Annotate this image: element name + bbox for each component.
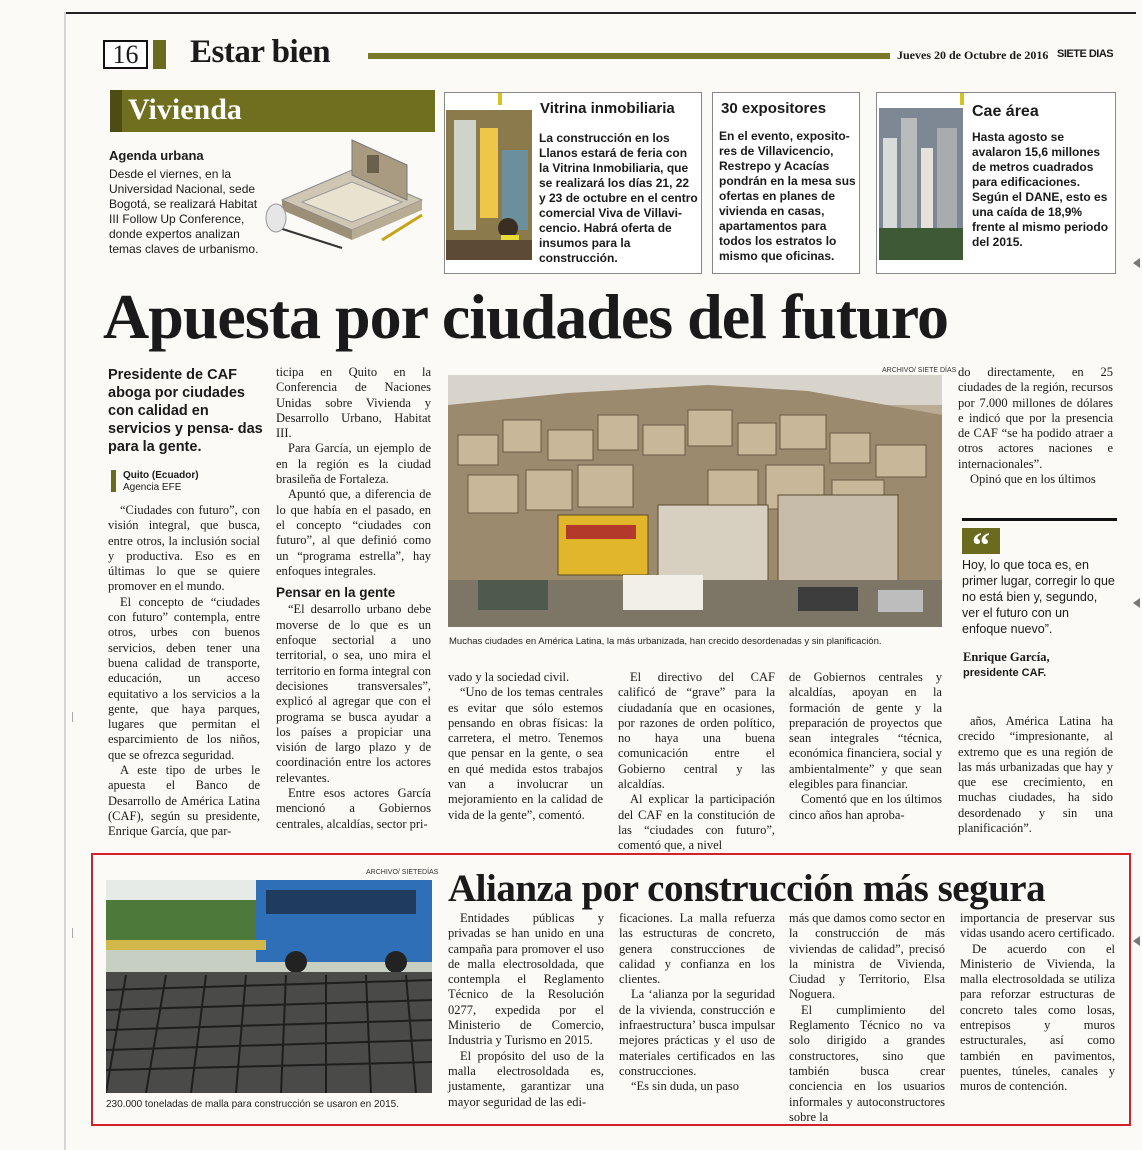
paragraph: Entre esos actores García mencionó a Gobiernos centrales, alcaldías, sector pri- — [276, 786, 431, 831]
article-column-5 — [789, 670, 942, 823]
paragraph: Entidades públicas y privadas se han unido en una campaña para promover el uso de malla electrosoldada, que contempla el Reglamento Técnico de la Resolución 0277, expedida por el Ministerio de Comercio, Industria y Turismo en 2015. — [448, 911, 604, 1048]
photo-caption: Muchas ciudades en América Latina, la más urbanizada, han crecido desordenadas y sin planificación. — [449, 636, 882, 647]
paragraph: más que damos como sector en la construcción de más viviendas de calidad”, precisó la ministra de Vivienda, Ciudad y Territorio, Elsa Noguera. — [789, 911, 945, 1002]
expositores-text: En el evento, exposito- res de Villavicencio, Restrepo y Acacías pondrán en la mesa sus ofertas en planes de vivienda en casas, apartamentos para todos los estratos lo mismo que oficinas. — [719, 129, 856, 263]
paragraph: ficaciones. La malla refuerza las estructuras de concreto, genera construcciones de calidad y confianza en los clientes. — [619, 911, 775, 987]
paragraph: “El desarrollo urbano debe moverse de lo que es un enfoque sectorial a uno territorial, o sea, uno mira el territorio en forma integral con decisiones transversales”, explicó al agregar que con el programa se busca ayudar a los países a propiciar una visión de largo plazo y de coordinación entre los actores relevantes. — [276, 602, 431, 785]
bus-and-mesh-photo — [106, 880, 432, 1093]
alianza-headline: Alianza por construcción más segura — [448, 867, 1046, 910]
paragraph: “Es sin duda, un paso — [631, 1079, 739, 1094]
margin-arrow-mark — [1133, 258, 1140, 268]
paragraph: años, América Latina ha crecido “impresionante, al extremo que es una región de las más urbanizadas que hay y que ese crecimiento, en muchas ciudades, ha sido desordenado y sin una planificación”. — [958, 714, 1113, 836]
article-column-6-bottom — [958, 714, 1113, 836]
expositores-box — [712, 92, 860, 274]
paragraph: “Uno de los temas centrales es evitar que sólo estemos pensando en obras físicas: la carretera, el metro. Tenemos que pensar en la gente, o sea en qué medida estos trabajos van a involucrar un mejoramiento en la calidad de vida de la gente”, comentó. — [448, 685, 603, 822]
paragraph: El concepto de “ciudades con futuro” contempla, entre otros, urbes con buenos servicios, deben tener una buena calidad de transporte, educación, un acceso equitativo a los servicios a la gente, que haya parques, lugares que permitan el esparcimiento de los niños, que se ofrezca seguridad. — [108, 594, 260, 762]
alianza-column-2 — [619, 911, 775, 1095]
city-skyline-photo — [879, 108, 963, 260]
margin-arrow-mark — [1133, 598, 1140, 608]
paragraph: vado y la sociedad civil. — [448, 670, 570, 684]
article-column-2 — [276, 365, 431, 832]
vivienda-banner-edge — [110, 90, 122, 132]
issue-date: Jueves 20 de Octubre de 2016 — [897, 48, 1049, 62]
vivienda-title: Vivienda — [128, 93, 242, 126]
alianza-photo-credit: ARCHIVO/ SIETEDÍAS — [366, 869, 439, 876]
paragraph: “Ciudades con futuro”, con visión integral, que busca, entre otros, la inclusión social y productiva. Eso es en últimas lo que se quiere promover en el mundo. — [108, 503, 260, 594]
paragraph: Opinó que en los últimos — [970, 472, 1096, 487]
hillside-neighborhood-photo — [448, 375, 942, 627]
margin-tick — [72, 928, 73, 938]
pull-quote-name: Enrique García, — [963, 650, 1050, 664]
article-deck: Presidente de CAF aboga por ciudades con calidad en servicios y pensa- das para la gente. — [108, 367, 263, 455]
alianza-column-1 — [448, 911, 604, 1110]
paragraph: El cumplimiento del Reglamento Técnico no va solo dirigido a grandes constructores, sino que también busca crear conciencia en los usuarios informales y autoconstructores sobre la — [789, 1002, 945, 1124]
article-column-4 — [618, 670, 775, 854]
main-headline: Apuesta por ciudades del futuro — [103, 281, 948, 352]
expositores-title: 30 expositores — [721, 100, 827, 117]
vitrina-accent — [498, 93, 502, 105]
paragraph: Para García, un ejemplo de en la región es la ciudad brasileña de Fortaleza. — [276, 441, 431, 487]
quote-mark-icon: “ — [962, 528, 1000, 554]
alianza-column-3 — [789, 911, 945, 1125]
mall-photo — [446, 110, 532, 260]
cae-area-text: Hasta agosto se avalaron 15,6 millones de metros cuadrados para edificaciones. Según el DANE, esto es una caída de 18,9% frente al mismo periodo del 2015. — [972, 130, 1109, 249]
article-column-6-top — [958, 365, 1113, 487]
article-subhead: Pensar en la gente — [276, 585, 396, 601]
section-title: Estar bien — [190, 34, 331, 70]
paragraph: El directivo del CAF calificó de “grave” para la ciudadanía que en ocasiones, por razones de orden político, no haya una buena comunicación entre el Gobierno central y las alcaldías. — [618, 670, 775, 792]
vivienda-subtitle: Agenda urbana — [109, 148, 204, 163]
pull-quote-role: presidente CAF. — [963, 667, 1047, 679]
paragraph: De acuerdo con el Ministerio de Vivienda, la malla electrosoldada se utiliza para reforzar estructuras de concreto tales como losas, entrepisos y muros estructurales, así como también en pavimentos, puentes, túneles, canales y muros de contención. — [960, 941, 1115, 1094]
header-bar — [368, 53, 890, 59]
vitrina-text-panel — [530, 95, 700, 271]
paragraph: Al explicar la participación del CAF en la constitución de las “ciudades con futuro”, comentó que, a nivel — [618, 792, 775, 853]
paragraph: El propósito del uso de la malla electrosoldada es, justamente, garantizar una mayor seguridad de las edi- — [448, 1048, 604, 1109]
top-border — [64, 12, 1136, 14]
margin-arrow-mark — [1133, 936, 1140, 946]
page-number: 16 — [103, 40, 148, 69]
pull-quote-text: Hoy, lo que toca es, en primer lugar, corregir lo que no está bien y, segundo, ver el futuro con un enfoque nuevo”. — [962, 558, 1115, 636]
paragraph: importancia de preservar sus vidas usando acero certificado. — [960, 911, 1115, 941]
vitrina-text: La construcción en los Llanos estará de feria con la Vitrina Inmobiliaria, que se realizará los días 21, 22 y 23 de octubre en el centro comercial Viva de Villavi- cencio. Habrá oferta de insumos para la construcción. — [539, 131, 698, 265]
cae-area-title: Cae área — [972, 103, 1039, 120]
vitrina-title: Vitrina inmobiliaria — [540, 100, 675, 117]
quote-rule — [962, 518, 1117, 521]
paragraph: do directamente, en 25 ciudades de la región, recursos por 7.000 millones de dólares e indicó que por la presencia de CAF “se ha podido atraer a otros actores naciones e internacionales”. — [958, 365, 1113, 471]
byline-place: Quito (Ecuador) — [123, 470, 199, 481]
photo-credit: ARCHIVO/ SIETE DÍAS — [882, 367, 957, 374]
paragraph: A este tipo de urbes le apuesta el Banco de Desarrollo de América Latina (CAF), según su presidente, Enrique García, que par- — [108, 763, 260, 839]
left-border — [64, 12, 66, 1150]
newspaper-name: SIETE DIAS — [1057, 48, 1114, 60]
paragraph: de Gobiernos centrales y alcaldías, apoyan en la formación de gente y la preparación de proyectos que sean integrales “técnica, económica financiera, social y ambientalmente” y que sean elegibles para financiar. — [789, 670, 942, 792]
byline-mark — [111, 470, 116, 492]
cae-area-accent — [960, 93, 964, 105]
margin-tick — [72, 712, 73, 722]
alianza-column-4 — [960, 911, 1115, 1095]
house-blueprint-illustration — [262, 130, 437, 250]
page-number-mark — [153, 40, 166, 69]
paragraph: Comentó que en los últimos cinco años han aproba- — [789, 792, 942, 822]
paragraph: La ‘alianza por la seguridad de la vivienda, construcción e infraestructura’ busca impulsar mejores prácticas y el uso de materiales certificados en las construcciones. — [619, 987, 775, 1078]
vivienda-text: Desde el viernes, en la Universidad Nacional, sede Bogotá, se realizará Habitat III Follow Up Conference, donde expertos analizan temas claves de urbanismo. — [109, 167, 259, 256]
article-column-3 — [448, 670, 603, 823]
byline-agency: Agencia EFE — [123, 482, 182, 493]
paragraph: ticipa en Quito en la Conferencia de Naciones Unidas sobre Vivienda y Desarrollo Urbano, Habitat III. — [276, 365, 431, 441]
paragraph: Apuntó que, a diferencia de lo que había en el pasado, en el concepto “ciudades con futuro”, al que definió como un “programa estrella”, hay enfoques integrales. — [276, 487, 431, 578]
alianza-photo-caption: 230.000 toneladas de malla para construcción se usaron en 2015. — [106, 1099, 399, 1110]
article-column-1 — [108, 503, 260, 840]
